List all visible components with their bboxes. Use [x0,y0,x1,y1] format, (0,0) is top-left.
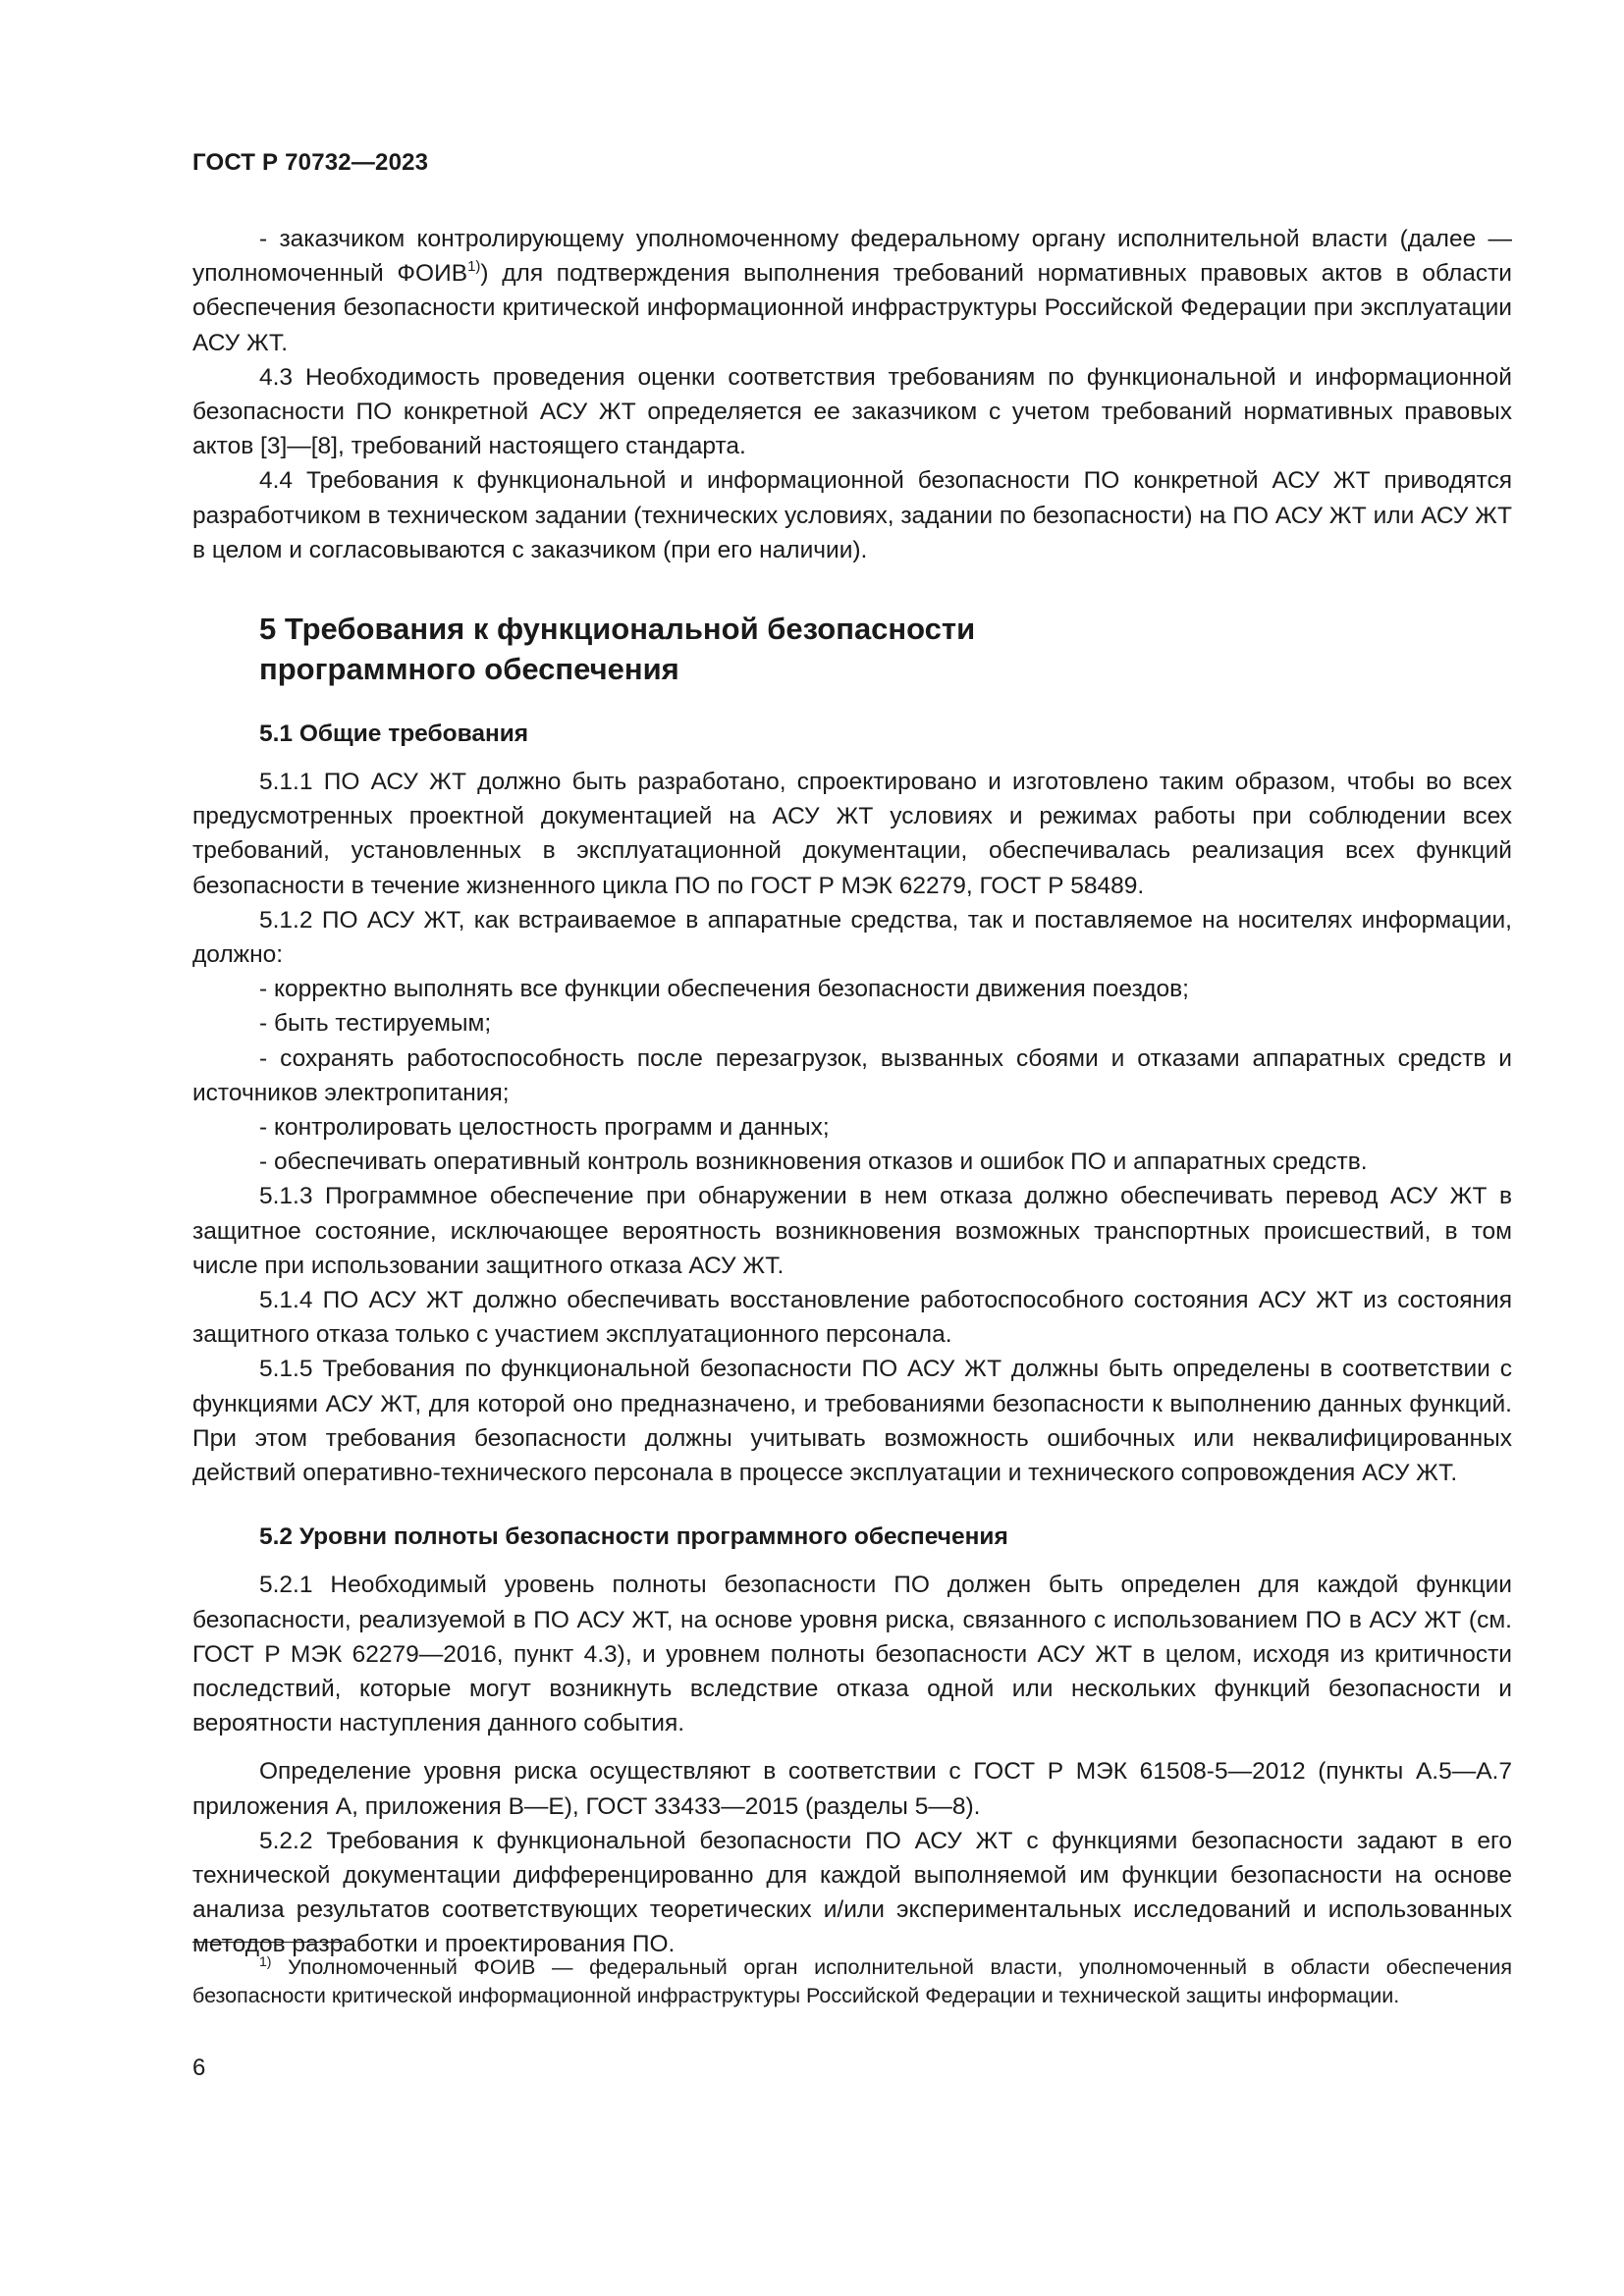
section-5-title-line-1: 5 Требования к функциональной безопасности [259,612,976,647]
list-item: - сохранять работоспособность после перезагрузок, вызванных сбоями и отказами аппаратных средств и источников электропитания; [192,1044,1512,1106]
footnote [192,1953,1512,2010]
paragraph-4-4: 4.4 Требования к функциональной и информационной безопасности ПО конкретной АСУ ЖТ приводятся разработчиком в техническом задании (технических условиях, задании по безопасности) на ПО АСУ ЖТ или АСУ ЖТ в целом и согласовываются с заказчиком (при его наличии). [192,467,1512,563]
footnote-separator [192,1942,344,1943]
paragraph-text-tail: ) для подтверждения выполнения требований нормативных правовых актов в области обеспечения безопасности критической информационной инфраструктуры Российской Федерации при эксплуатации АСУ ЖТ. [192,260,1512,356]
list-item: - быть тестируемым; [259,1010,492,1038]
paragraph-5-1-5: 5.1.5 Требования по функциональной безопасности ПО АСУ ЖТ должны быть определены в соответствии с функциями АСУ ЖТ, для которой оно предназначено, и требованиями безопасности к выполнению данных функций. При этом требования безопасности должны учитывать возможность ошибочных или неквалифицированных действий оперативно-технического персонала в процессе эксплуатации и технического сопровождения АСУ ЖТ. [192,1356,1512,1487]
paragraph-5-1-2: 5.1.2 ПО АСУ ЖТ, как встраиваемое в аппаратные средства, так и поставляемое на носителях информации, должно: [192,906,1512,969]
paragraph-5-2-2: 5.2.2 Требования к функциональной безопасности ПО АСУ ЖТ с функциями безопасности задают в его технической документации дифференцированно для каждой выполняемой им функции безопасности на основе анализа результатов соответствующих теоретических и/или экспериментальных исследований и использованных методов разработки и проектирования ПО. [192,1827,1512,1958]
page-number: 6 [192,2055,206,2081]
main-content [192,222,1512,1962]
section-5-title-line-2: программного обеспечения [259,652,679,687]
paragraph-5-1-4: 5.1.4 ПО АСУ ЖТ должно обеспечивать восстановление работоспособного состояния АСУ ЖТ из состояния защитного отказа только с участием эксплуатационного персонала. [192,1287,1512,1349]
footnote-marker: 1) [259,1953,272,1969]
footnote-reference[interactable]: 1) [467,258,481,276]
paragraph-text: - заказчиком контролирующему уполномоченному федеральному органу исполнительной власти (далее — уполномоченный ФОИВ [192,226,1512,288]
paragraph-4-3: 4.3 Необходимость проведения оценки соответствия требованиям по функциональной и информационной безопасности ПО конкретной АСУ ЖТ определяется ее заказчиком с учетом требований нормативных правовых актов [3]—[8], требований настоящего стандарта. [192,363,1512,460]
paragraph-4-2-item [192,222,1512,360]
subsection-5-1-heading: 5.1 Общие требования [259,721,529,748]
list-item: - обеспечивать оперативный контроль возникновения отказов и ошибок ПО и аппаратных средств. [259,1148,1368,1176]
paragraph-5-1-1: 5.1.1 ПО АСУ ЖТ должно быть разработано, спроектировано и изготовлено таким образом, чтобы во всех предусмотренных проектной документацией на АСУ ЖТ условиях и режимах работы при соблюдении всех требований, установленных в эксплуатационной документации, обеспечивалась реализация всех функций безопасности в течение жизненного цикла ПО по ГОСТ Р МЭК 62279, ГОСТ Р 58489. [192,769,1512,899]
list-item: - контролировать целостность программ и данных; [259,1114,830,1142]
list-item: - корректно выполнять все функции обеспечения безопасности движения поездов; [259,976,1189,1003]
paragraph-5-2-1-risk: Определение уровня риска осуществляют в соответствии с ГОСТ Р МЭК 61508-5—2012 (пункты А.5—А.7 приложения А, приложения В—Е), ГОСТ 33433—2015 (разделы 5—8). [192,1758,1512,1820]
document-code-header: ГОСТ Р 70732—2023 [192,149,429,176]
footnote-text: Уполномоченный ФОИВ — федеральный орган исполнительной власти, уполномоченный в области обеспечения безопасности критической информационной инфраструктуры Российской Федерации и технической защиты информации. [192,1955,1512,2007]
section-5-heading [259,609,1241,689]
subsection-5-2-heading: 5.2 Уровни полноты безопасности программного обеспечения [259,1523,1008,1551]
paragraph-5-2-1: 5.2.1 Необходимый уровень полноты безопасности ПО должен быть определен для каждой функции безопасности, реализуемой в ПО АСУ ЖТ, на основе уровня риска, связанного с использованием ПО в АСУ ЖТ (см. ГОСТ Р МЭК 62279—2016, пункт 4.3), и уровнем полноты безопасности АСУ ЖТ в целом, исходя из критичности последствий, которые могут возникнуть вследствие отказа одной или нескольких функций безопасности и вероятности наступления данного события. [192,1572,1512,1737]
paragraph-5-1-3: 5.1.3 Программное обеспечение при обнаружении в нем отказа должно обеспечивать перевод АСУ ЖТ в защитное состояние, исключающее вероятность возникновения возможных транспортных происшествий, в том числе при использовании защитного отказа АСУ ЖТ. [192,1183,1512,1279]
